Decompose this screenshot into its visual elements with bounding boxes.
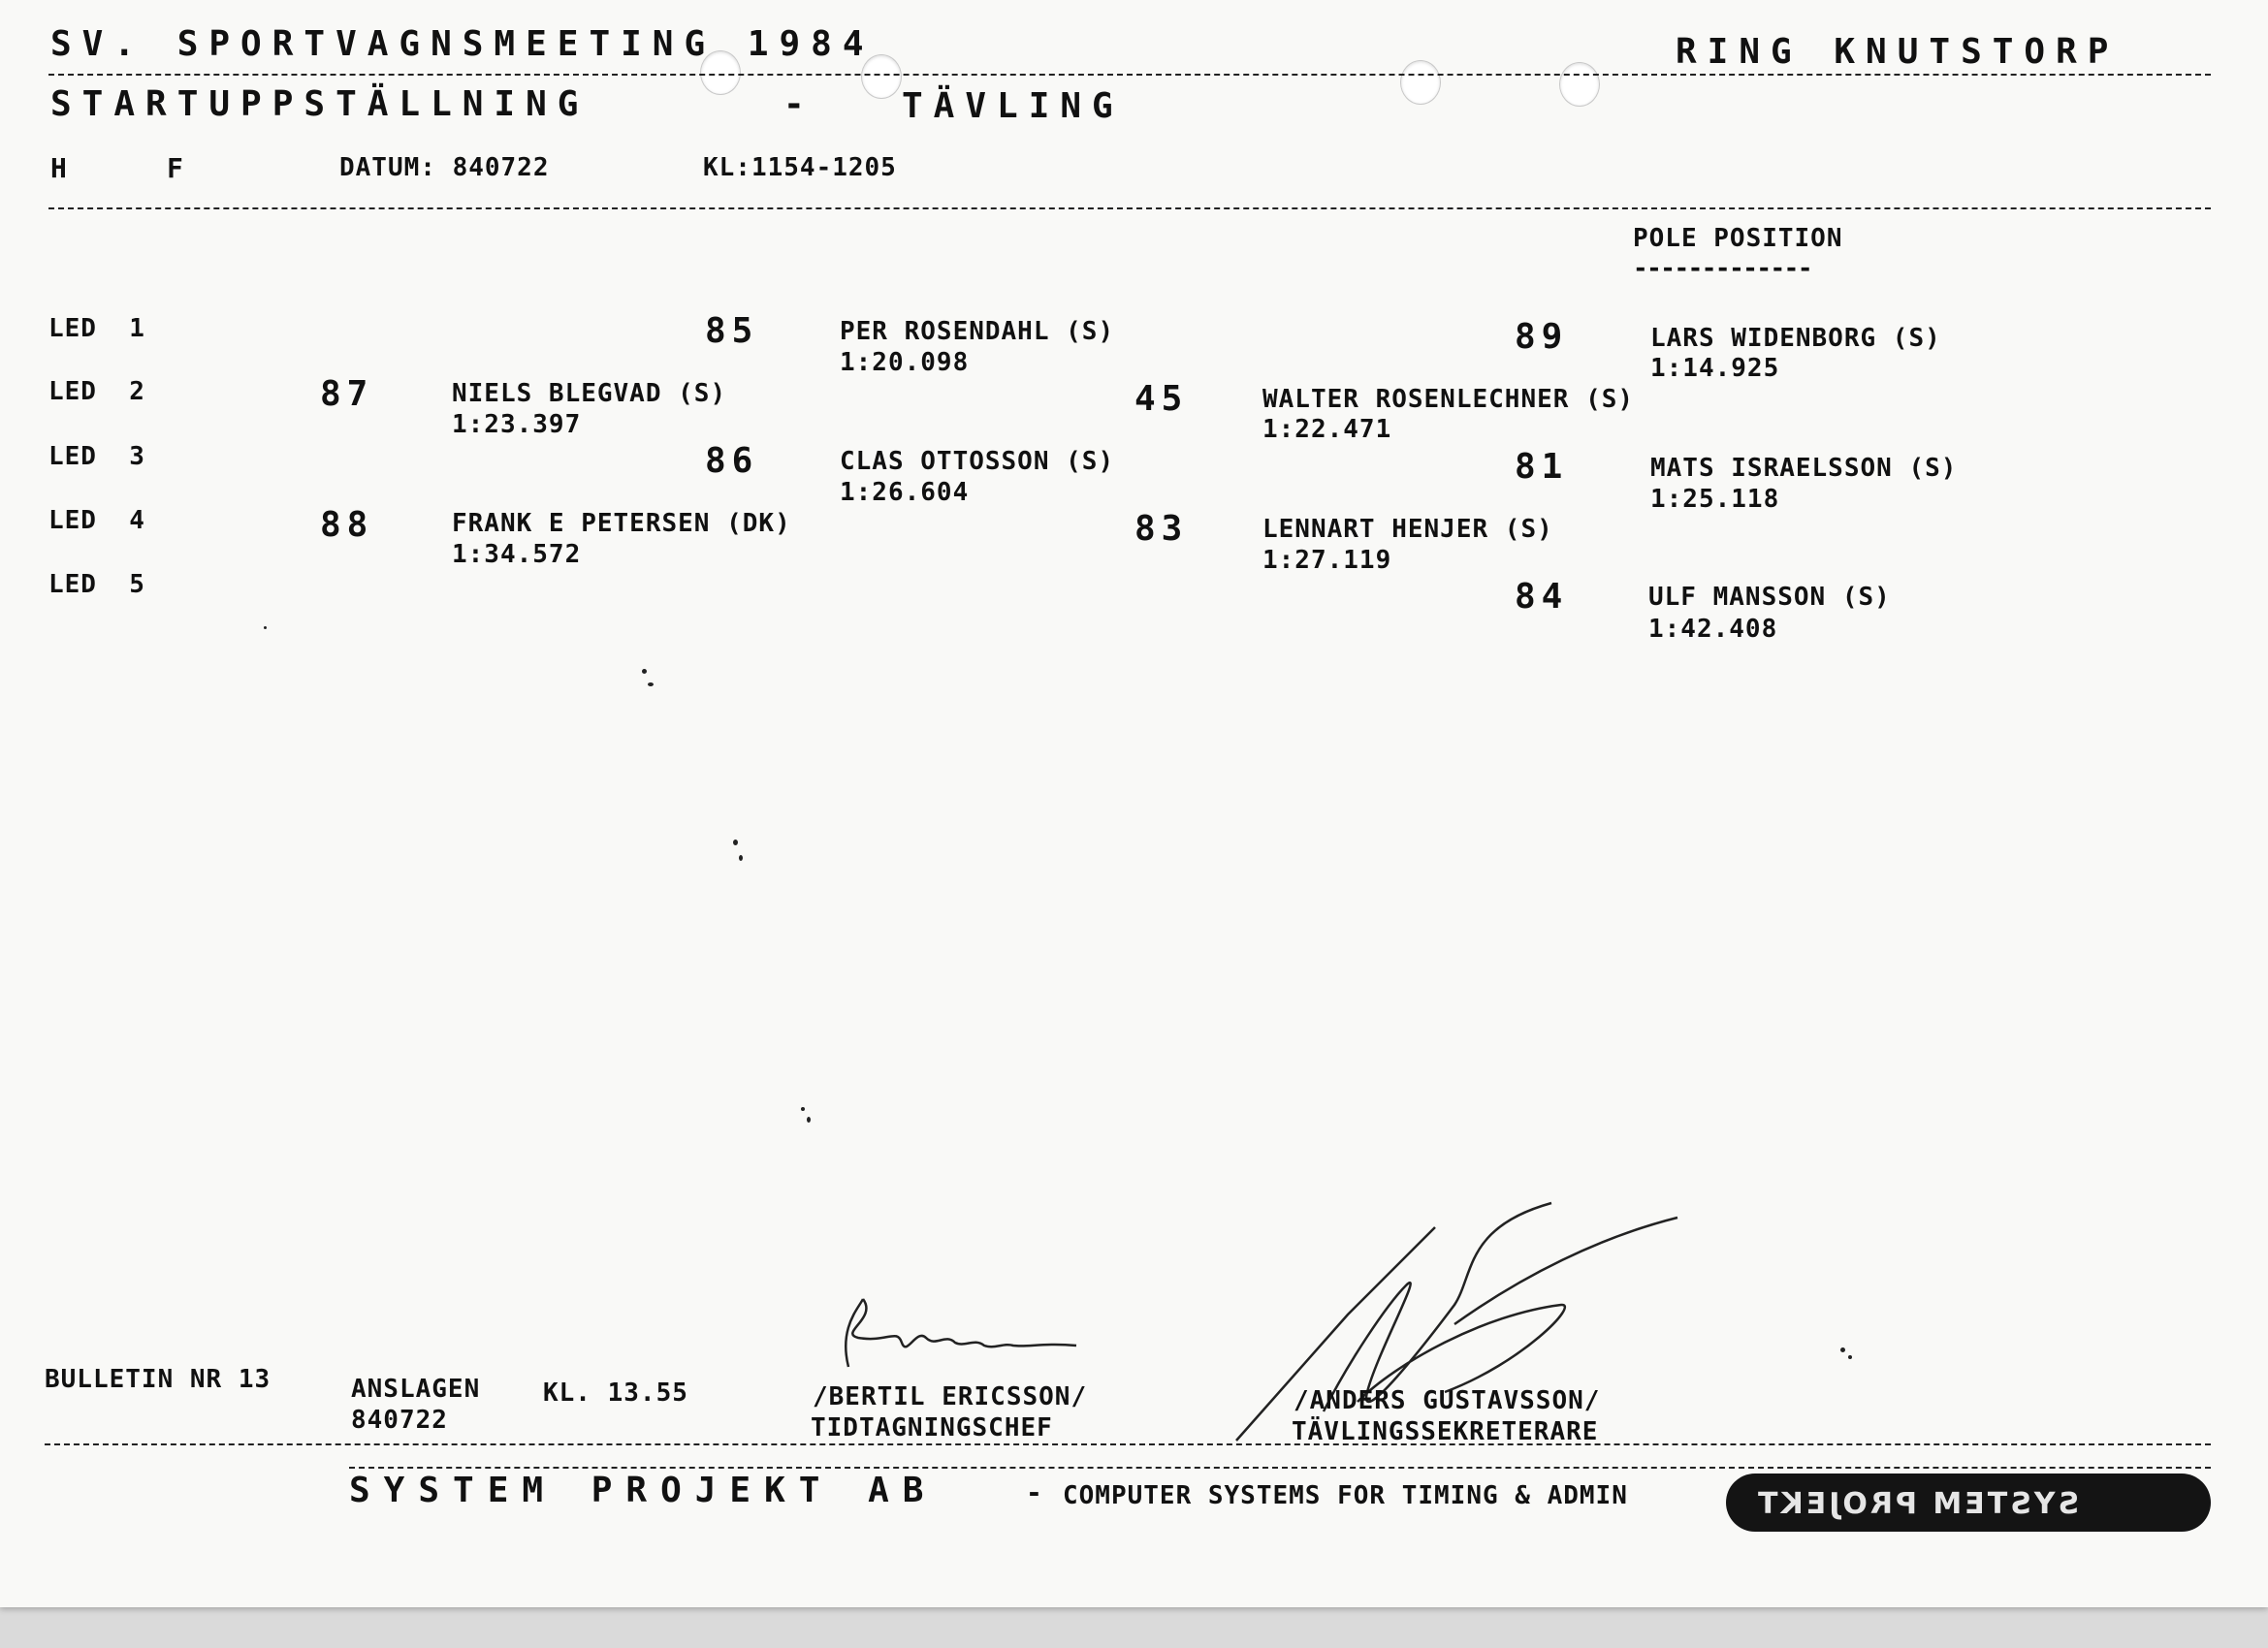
driver-name: WALTER ROSENLECHNER (S) xyxy=(1262,385,1635,414)
company-tagline: COMPUTER SYSTEMS FOR TIMING & ADMIN xyxy=(1063,1481,1628,1510)
lap-time: 1:23.397 xyxy=(452,410,582,439)
footer-divider-lower xyxy=(349,1467,2211,1469)
driver-name: CLAS OTTOSSON (S) xyxy=(840,447,1115,476)
company-logo xyxy=(1726,1474,2211,1532)
car-number: 81 xyxy=(1515,447,1569,487)
company-name: SYSTEM PROJEKT AB xyxy=(349,1471,938,1510)
driver-name: ULF MANSSON (S) xyxy=(1648,583,1891,612)
punch-hole xyxy=(1559,62,1600,107)
car-number: 89 xyxy=(1515,317,1569,357)
grid-row-label: LED 3 xyxy=(48,442,145,471)
grid-row-label: LED 4 xyxy=(48,506,145,535)
car-number: 85 xyxy=(705,311,759,351)
lap-time: 1:27.119 xyxy=(1262,546,1392,575)
driver-name: MATS ISRAELSSON (S) xyxy=(1650,454,1958,483)
footer-divider xyxy=(45,1443,2211,1445)
paper-speck xyxy=(801,1107,805,1111)
posted-time: KL. 13.55 xyxy=(543,1379,688,1408)
car-number: 87 xyxy=(320,374,374,414)
posted-label: ANSLAGEN xyxy=(351,1375,481,1404)
posted-date: 840722 xyxy=(351,1406,448,1435)
grid-divider xyxy=(48,207,2211,209)
race-time-window: KL:1154-1205 xyxy=(703,153,897,182)
driver-name: FRANK E PETERSEN (DK) xyxy=(452,509,791,538)
paper-speck xyxy=(1848,1355,1852,1359)
driver-name: NIELS BLEGVAD (S) xyxy=(452,379,727,408)
car-number: 83 xyxy=(1134,509,1189,549)
paper-speck xyxy=(264,626,267,629)
driver-name: PER ROSENDAHL (S) xyxy=(840,317,1115,346)
session-name: TÄVLING xyxy=(902,86,1124,126)
class-h: H xyxy=(50,152,69,184)
timing-chief-name: /BERTIL ERICSSON/ xyxy=(813,1382,1088,1411)
document-title: STARTUPPSTÄLLNING xyxy=(50,84,590,124)
pole-position-label: POLE POSITION xyxy=(1633,224,1843,253)
paper-speck xyxy=(642,669,647,674)
class-f: F xyxy=(167,152,185,184)
logo-text: SYSTEM PROJEKT xyxy=(1755,1487,2080,1521)
secretary-title: TÄVLINGSSEKRETERARE xyxy=(1292,1417,1599,1446)
header-divider xyxy=(48,74,2211,76)
grid-row-label: LED 1 xyxy=(48,314,145,343)
pole-position-underline: ------------- xyxy=(1633,254,1811,283)
grid-row-label: LED 2 xyxy=(48,377,145,406)
grid-row-label: LED 5 xyxy=(48,570,145,599)
paper-speck xyxy=(807,1117,811,1123)
signature-timing-chief xyxy=(819,1289,1091,1377)
lap-time: 1:42.408 xyxy=(1648,615,1778,644)
car-number: 86 xyxy=(705,441,759,481)
lap-time: 1:25.118 xyxy=(1650,485,1780,514)
lap-time: 1:20.098 xyxy=(840,348,970,377)
car-number: 84 xyxy=(1515,577,1569,617)
car-number: 88 xyxy=(320,505,374,545)
driver-name: LARS WIDENBORG (S) xyxy=(1650,324,1941,353)
paper-speck xyxy=(648,682,654,686)
paper-speck xyxy=(1840,1347,1845,1352)
lap-time: 1:22.471 xyxy=(1262,415,1392,444)
paper-speck xyxy=(739,855,743,861)
punch-hole xyxy=(1400,60,1441,105)
lap-time: 1:14.925 xyxy=(1650,354,1780,383)
venue: RING KNUTSTORP xyxy=(1676,32,2120,72)
company-separator: - xyxy=(1026,1476,1044,1508)
driver-name: LENNART HENJER (S) xyxy=(1262,515,1553,544)
bulletin-number: BULLETIN NR 13 xyxy=(45,1365,272,1394)
lap-time: 1:26.604 xyxy=(840,478,970,507)
car-number: 45 xyxy=(1134,379,1189,419)
lap-time: 1:34.572 xyxy=(452,540,582,569)
paper-speck xyxy=(733,840,738,845)
event-title: SV. SPORTVAGNSMEETING 1984 xyxy=(50,24,875,64)
race-date: DATUM: 840722 xyxy=(339,153,550,182)
title-separator: - xyxy=(783,84,815,124)
timing-chief-title: TIDTAGNINGSCHEF xyxy=(811,1413,1053,1442)
secretary-name: /ANDERS GUSTAVSSON/ xyxy=(1294,1386,1601,1415)
